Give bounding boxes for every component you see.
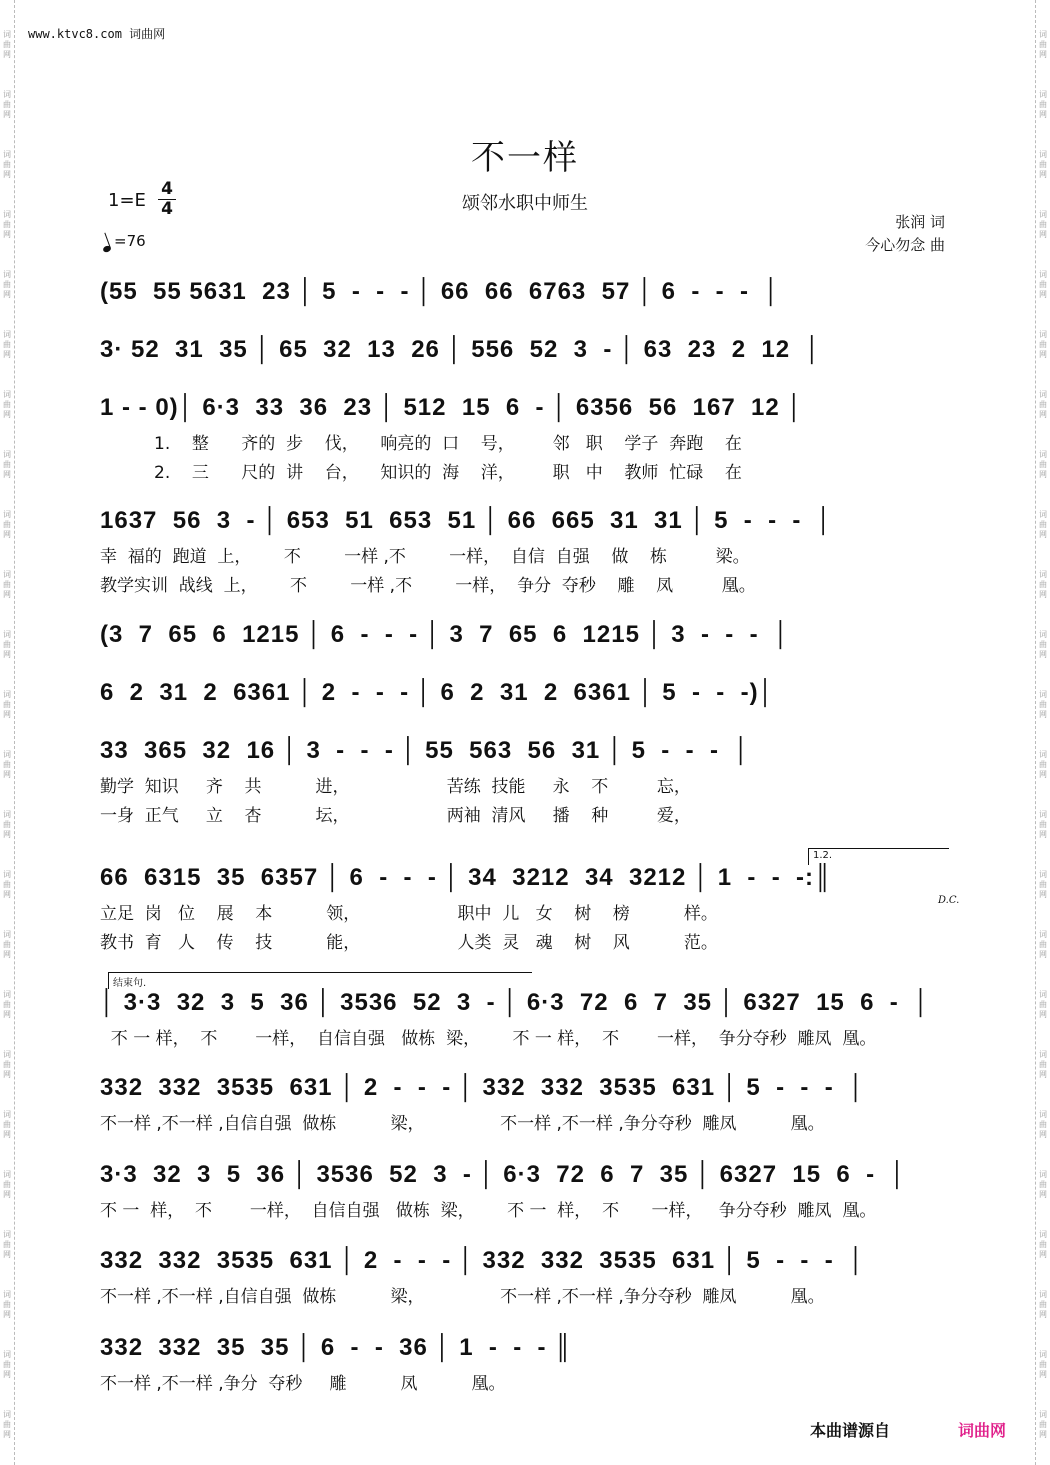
watermark-text: 词曲网 (1039, 1110, 1047, 1139)
watermark-text: 词曲网 (1039, 330, 1047, 359)
watermark-text: 词曲网 (1039, 690, 1047, 719)
lyric-line: 教学实训 战线 上， 不 一样 ,不 一样， 争分 夺秒 雕 凤 凰。 (100, 576, 756, 596)
watermark-text: 词曲网 (3, 810, 11, 839)
watermark-text: 词曲网 (1039, 510, 1047, 539)
watermark-text: 词曲网 (3, 1050, 11, 1079)
watermark-text: 词曲网 (1039, 570, 1047, 599)
watermark-text: 词曲网 (3, 990, 11, 1019)
lyric-line: 勤学 知识 齐 共 进， 苦练 技能 永 不 忘， (100, 777, 691, 797)
lyric-line: 不 一 样， 不 一样， 自信自强 做栋 梁， 不 一 样， 不 一样， 争分夺秒 雕凤 凰。 (100, 1029, 877, 1049)
note-line: (3 7 65 6 1215 │ 6 - - - │ 3 7 65 6 1215 │ 3 - - - │ (100, 621, 790, 648)
lyric-line: 幸 福的 跑道 上， 不 一样 ,不 一样， 自信 自强 做 栋 梁。 (100, 547, 750, 567)
score-row (100, 985, 950, 1049)
lyric-line: 不一样 ,不一样 ,争分 夺秒 雕 凤 凰。 (100, 1374, 506, 1394)
time-signature (158, 180, 176, 219)
note-line: 332 332 3535 631 │ 2 - - - │ 332 332 3535 631 │ 5 - - - │ (100, 1247, 866, 1274)
watermark-text: 词曲网 (3, 450, 11, 479)
lyric-line: 不 一 样， 不 一样， 自信自强 做栋 梁， 不 一 样， 不 一样， 争分夺秒 雕凤 凰。 (100, 1201, 877, 1221)
watermark-text: 词曲网 (3, 1170, 11, 1199)
watermark-text: 词曲网 (1039, 1170, 1047, 1199)
watermark-text: 词曲网 (3, 90, 11, 119)
score-row (100, 1070, 950, 1134)
watermark-text: 词曲网 (1039, 450, 1047, 479)
watermark-text: 词曲网 (1039, 990, 1047, 1019)
song-subtitle: 颂邻水职中师生 (462, 193, 588, 214)
watermark-text: 词曲网 (1039, 30, 1047, 59)
volta-label: 1.2. (813, 850, 833, 861)
credits (865, 211, 945, 257)
note-line: 1 - - 0)│ 6·3 33 36 23 │ 512 15 6 - │ 6356 56 167 12 │ (100, 394, 804, 421)
watermark-text: 词曲网 (3, 570, 11, 599)
note-line: 3· 52 31 35 │ 65 32 13 26 │ 556 52 3 - │ 63 23 2 12 │ (100, 336, 822, 363)
lyric-line: 一身 正气 立 杏 坛， 两袖 清风 播 种 爱， (100, 806, 691, 826)
key-signature: 1=E (108, 190, 146, 211)
note-line: (55 55 5631 23 │ 5 - - - │ 66 66 6763 57 │ 6 - - - │ (100, 278, 781, 305)
score-row (100, 675, 950, 715)
note-line: 332 332 3535 631 │ 2 - - - │ 332 332 3535 631 │ 5 - - - │ (100, 1074, 866, 1101)
tempo-mark (103, 232, 146, 250)
lyric-line: 1. 整 齐的 步 伐， 响亮的 口 号， 邻 职 学子 奔跑 在 (100, 434, 742, 454)
note-line: 3·3 32 3 5 36 │ 3536 52 3 - │ 6·3 72 6 7 35 │ 6327 15 6 - │ (100, 1161, 907, 1188)
watermark-text: 词曲网 (3, 690, 11, 719)
watermark-text: 词曲网 (3, 210, 11, 239)
note-line: 33 365 32 16 │ 3 - - - │ 55 563 56 31 │ 5 - - - │ (100, 737, 751, 764)
tempo-value: =76 (114, 232, 146, 250)
watermark-text: 词曲网 (1039, 210, 1047, 239)
score-row (100, 733, 950, 826)
watermark-text: 词曲网 (3, 1410, 11, 1439)
score-row (100, 1157, 950, 1221)
note-line: 332 332 35 35 │ 6 - - 36 │ 1 - - - ║ (100, 1334, 573, 1361)
watermark-text: 词曲网 (3, 1290, 11, 1319)
left-watermark-strip (0, 0, 15, 1465)
score-row (100, 1330, 950, 1394)
watermark-text: 词曲网 (3, 270, 11, 299)
lyric-line: 教书 育 人 传 技 能， 人类 灵 魂 树 风 范。 (100, 933, 718, 953)
watermark-text: 词曲网 (1039, 630, 1047, 659)
score-row (100, 274, 950, 314)
note-line: │ 3·3 32 3 5 36 │ 3536 52 3 - │ 6·3 72 6 7 35 │ 6327 15 6 - │ (100, 989, 931, 1016)
watermark-text: 词曲网 (1039, 810, 1047, 839)
coda-bracket (108, 972, 532, 989)
composer: 今心勿念 曲 (865, 236, 945, 254)
watermark-text: 词曲网 (1039, 1290, 1047, 1319)
lyric-line: 立足 岗 位 展 本 领， 职中 儿 女 树 榜 样。 (100, 904, 718, 924)
watermark-text: 词曲网 (3, 1230, 11, 1259)
watermark-text: 词曲网 (1039, 390, 1047, 419)
watermark-text: 词曲网 (3, 510, 11, 539)
meter-top: 4 (161, 179, 173, 199)
coda-label: 结束句. (113, 978, 147, 989)
right-watermark-strip (1035, 0, 1050, 1465)
watermark-text: 词曲网 (3, 390, 11, 419)
volta-bracket (808, 848, 949, 865)
quarter-note-icon (102, 245, 112, 253)
watermark-text: 词曲网 (3, 330, 11, 359)
watermark-text: 词曲网 (3, 630, 11, 659)
dc-mark: D.C. (938, 895, 960, 906)
watermark-text: 词曲网 (3, 1110, 11, 1139)
watermark-text: 词曲网 (3, 870, 11, 899)
footer-source: 本曲谱源自 (810, 1421, 891, 1440)
score-row (100, 332, 950, 372)
lyric-line: 2. 三 尺的 讲 台， 知识的 海 洋， 职 中 教师 忙碌 在 (100, 463, 742, 483)
meter-bottom: 4 (158, 199, 176, 218)
footer-brand[interactable]: 词曲网 (958, 1421, 1007, 1440)
watermark-text: 词曲网 (3, 930, 11, 959)
watermark-text: 词曲网 (1039, 870, 1047, 899)
watermark-text: 词曲网 (1039, 90, 1047, 119)
watermark-text: 词曲网 (1039, 1350, 1047, 1379)
watermark-text: 词曲网 (1039, 930, 1047, 959)
site-url[interactable]: www.ktvc8.com 词曲网 (28, 27, 166, 41)
watermark-text: 词曲网 (1039, 750, 1047, 779)
watermark-text: 词曲网 (1039, 150, 1047, 179)
score-row (100, 1243, 950, 1307)
watermark-text: 词曲网 (3, 1350, 11, 1379)
watermark-text: 词曲网 (3, 30, 11, 59)
watermark-text: 词曲网 (3, 750, 11, 779)
lyricist: 张润 词 (895, 213, 945, 231)
watermark-text: 词曲网 (1039, 1050, 1047, 1079)
lyric-line: 不一样 ,不一样 ,自信自强 做栋 梁， 不一样 ,不一样 ,争分夺秒 雕凤 凰。 (100, 1114, 825, 1134)
note-line: 1637 56 3 - │ 653 51 653 51 │ 66 665 31 31 │ 5 - - - │ (100, 507, 833, 534)
watermark-text: 词曲网 (1039, 1410, 1047, 1439)
note-line: 6 2 31 2 6361 │ 2 - - - │ 6 2 31 2 6361 │ 5 - - -)│ (100, 679, 775, 706)
score-row (100, 390, 950, 483)
watermark-text: 词曲网 (3, 150, 11, 179)
song-title: 不一样 (471, 138, 579, 178)
note-line: 66 6315 35 6357 │ 6 - - - │ 34 3212 34 3212 │ 1 - - -:║ (100, 864, 833, 891)
watermark-text: 词曲网 (1039, 1230, 1047, 1259)
score-row (100, 617, 950, 657)
score-row (100, 503, 950, 596)
watermark-text: 词曲网 (1039, 270, 1047, 299)
lyric-line: 不一样 ,不一样 ,自信自强 做栋 梁， 不一样 ,不一样 ,争分夺秒 雕凤 凰。 (100, 1287, 825, 1307)
